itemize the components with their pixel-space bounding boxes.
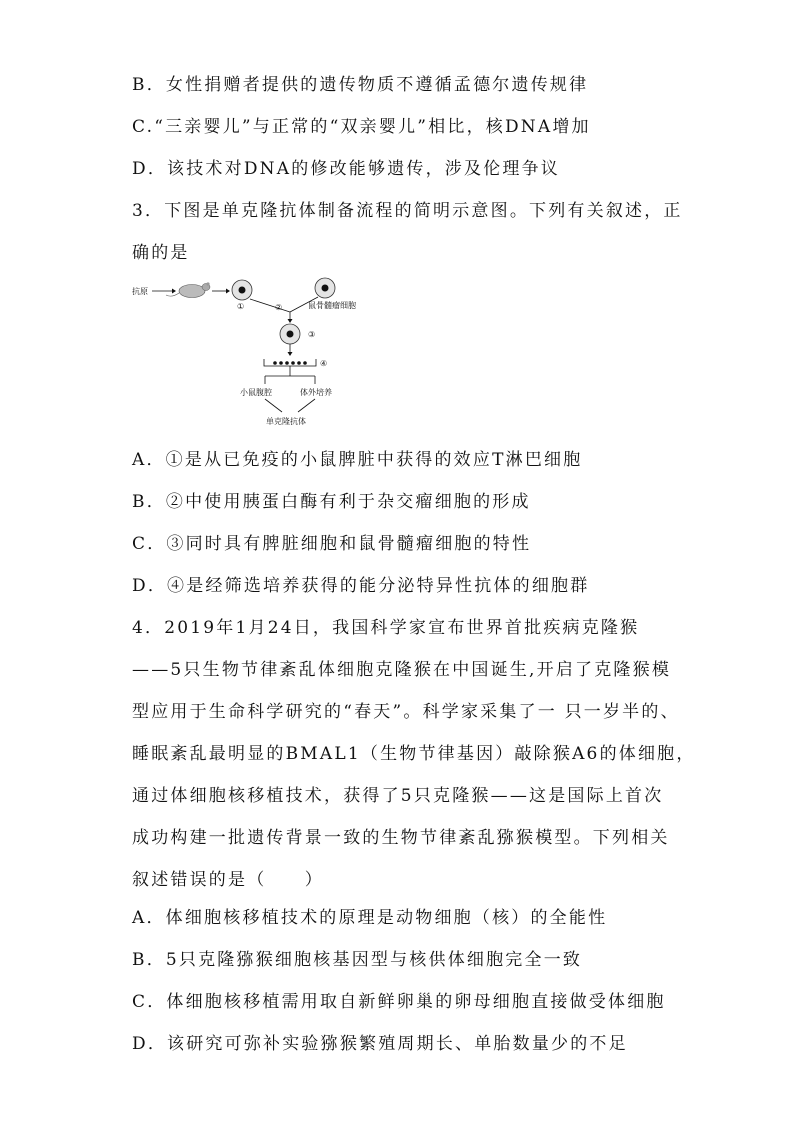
svg-text:①: ① — [237, 302, 245, 311]
question-3-stem-cont: 确的是 — [132, 243, 190, 263]
line-1c: C.“三亲婴儿”与正常的“双亲婴儿”相比，核DNA增加 — [132, 117, 591, 137]
svg-text:③: ③ — [308, 330, 316, 339]
option-4b: B．5只克隆猕猴细胞核基因型与核供体细胞完全一致 — [132, 950, 583, 970]
question-4-line-5: 通过体细胞核移植技术，获得了5只克隆猴——这是国际上首次 — [132, 786, 664, 806]
question-4-line-2: ——5只生物节律紊乱体细胞克隆猴在中国诞生,开启了克隆猴模 — [132, 660, 672, 680]
svg-text:④: ④ — [320, 359, 328, 368]
option-4a: A．体细胞核移植技术的原理是动物细胞（核）的全能性 — [132, 908, 608, 928]
svg-text:②: ② — [275, 303, 283, 312]
cell-3 — [280, 324, 300, 344]
option-3d: D．④是经筛选培养获得的能分泌特异性抗体的细胞群 — [132, 576, 590, 596]
myeloma-cell — [315, 278, 335, 298]
cell-1 — [232, 280, 252, 300]
option-3a: A．①是从已免疫的小鼠脾脏中获得的效应T淋巴细胞 — [132, 450, 583, 470]
option-3c: C．③同时具有脾脏细胞和鼠骨髓瘤细胞的特性 — [132, 534, 532, 554]
svg-text:小鼠腹腔: 小鼠腹腔 — [240, 388, 272, 397]
option-3b: B．②中使用胰蛋白酶有利于杂交瘤细胞的形成 — [132, 492, 531, 512]
question-4-line-4: 睡眠紊乱最明显的BMAL1（生物节律基因）敲除猴A6的体细胞， — [132, 744, 696, 764]
question-4-line-3: 型应用于生命科学研究的“春天”。科学家采集了一 只一岁半的、 — [132, 702, 680, 722]
line-1b: B．女性捐赠者提供的遗传物质不遵循孟德尔遗传规律 — [132, 75, 589, 95]
question-4-line-6: 成功构建一批遗传背景一致的生物节律紊乱猕猴模型。下列相关 — [132, 828, 670, 848]
question-4-stem: 4．2019年1月24日，我国科学家宣布世界首批疾病克隆猴 — [132, 618, 640, 638]
option-4c: C．体细胞核移植需用取自新鲜卵巢的卵母细胞直接做受体细胞 — [132, 992, 666, 1012]
antigen-label: 抗原 — [132, 287, 148, 296]
question-4-line-7: 叙述错误的是（ ） — [132, 870, 324, 890]
svg-text:单克隆抗体: 单克隆抗体 — [266, 417, 306, 426]
antibody-diagram — [130, 272, 360, 432]
cell-plate — [264, 359, 316, 366]
option-4d: D．该研究可弥补实验猕猴繁殖周期长、单胎数量少的不足 — [132, 1034, 628, 1054]
svg-text:鼠骨髓瘤细胞: 鼠骨髓瘤细胞 — [308, 301, 356, 310]
svg-text:体外培养: 体外培养 — [300, 388, 332, 397]
question-3-stem: 3．下图是单克隆抗体制备流程的简明示意图。下列有关叙述，正 — [132, 201, 683, 221]
line-1d: D．该技术对DNA的修改能够遗传，涉及伦理争议 — [132, 159, 561, 179]
